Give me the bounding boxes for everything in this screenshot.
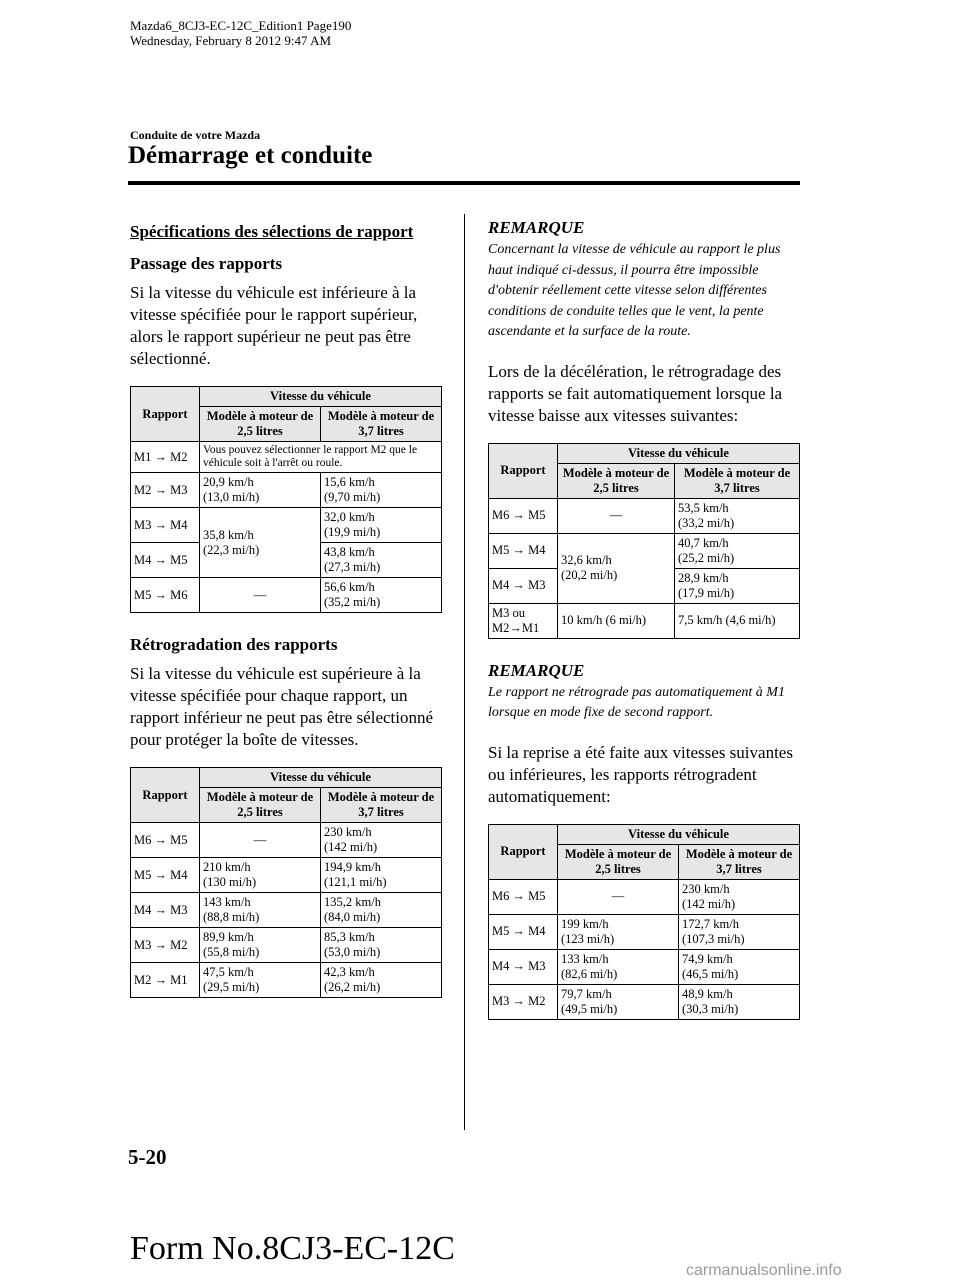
table-row xyxy=(131,858,442,893)
value-cell: 89,9 km/h (55,8 mi/h) xyxy=(200,928,321,963)
value-cell: 20,9 km/h (13,0 mi/h) xyxy=(200,473,321,508)
col-vitesse: Vitesse du véhicule xyxy=(558,443,800,463)
value-cell: 35,8 km/h (22,3 mi/h) xyxy=(200,508,321,578)
watermark: carmanualsonline.info xyxy=(686,1262,842,1279)
value-cell: 32,0 km/h (19,9 mi/h) xyxy=(321,508,442,543)
rapport-cell: M4 → M3 xyxy=(489,568,558,603)
right-column xyxy=(488,218,800,1042)
rapport-cell: M1 → M2 xyxy=(131,442,200,473)
upshift-heading: Passage des rapports xyxy=(130,254,283,273)
value-cell: 56,6 km/h (35,2 mi/h) xyxy=(321,578,442,613)
table-row xyxy=(489,533,800,568)
downshift-heading: Rétrogradation des rapports xyxy=(130,635,338,654)
col-rapport: Rapport xyxy=(131,768,200,823)
print-metadata-file: Mazda6_8CJ3-EC-12C_Edition1 Page190 xyxy=(130,18,352,33)
value-cell: 79,7 km/h (49,5 mi/h) xyxy=(558,984,679,1019)
table-row xyxy=(131,893,442,928)
form-number: Form No.8CJ3-EC-12C xyxy=(130,1230,455,1267)
col-rapport: Rapport xyxy=(131,387,200,442)
col-2-5: Modèle à moteur de 2,5 litres xyxy=(558,844,679,879)
col-3-7: Modèle à moteur de 3,7 litres xyxy=(321,788,442,823)
value-cell: 40,7 km/h (25,2 mi/h) xyxy=(674,533,799,568)
rapport-cell: M3 → M2 xyxy=(131,928,200,963)
value-cell: 230 km/h (142 mi/h) xyxy=(679,879,800,914)
rapport-cell: M6 → M5 xyxy=(131,823,200,858)
remarque-text: Le rapport ne rétrograde pas automatiquement à M1 lorsque en mode fixe de second rapport. xyxy=(488,684,785,720)
table-row xyxy=(489,914,800,949)
section-label: Conduite de votre Mazda xyxy=(130,128,261,142)
rapport-cell: M5 → M4 xyxy=(489,533,558,568)
deceleration-table xyxy=(488,443,800,639)
col-2-5: Modèle à moteur de 2,5 litres xyxy=(200,407,321,442)
rapport-cell: M5 → M4 xyxy=(131,858,200,893)
value-cell: 194,9 km/h (121,1 mi/h) xyxy=(321,858,442,893)
value-cell: 47,5 km/h (29,5 mi/h) xyxy=(200,963,321,998)
rapport-cell: M2 → M1 xyxy=(131,963,200,998)
value-cell: 143 km/h (88,8 mi/h) xyxy=(200,893,321,928)
table-row xyxy=(131,442,442,473)
table-row xyxy=(131,963,442,998)
table-row xyxy=(131,473,442,508)
value-cell: 133 km/h (82,6 mi/h) xyxy=(558,949,679,984)
value-cell: 53,5 km/h (33,2 mi/h) xyxy=(674,498,799,533)
reprise-text: Si la reprise a été faite aux vitesses suivantes ou inférieures, les rapports rétrogradent automatiquement: xyxy=(488,742,793,806)
table-row xyxy=(489,879,800,914)
rapport-cell: M3 → M4 xyxy=(131,508,200,543)
upshift-table xyxy=(130,386,442,613)
col-vitesse: Vitesse du véhicule xyxy=(558,824,800,844)
col-2-5: Modèle à moteur de 2,5 litres xyxy=(558,463,675,498)
reprise-table xyxy=(488,824,800,1020)
table-row xyxy=(131,578,442,613)
value-cell: 10 km/h (6 mi/h) xyxy=(558,603,675,638)
remarque-title: REMARQUE xyxy=(488,218,585,237)
downshift-text: Si la vitesse du véhicule est supérieure à la vitesse spécifiée pour chaque rapport, un rapport inférieur ne peut pas être sélectionné pour protéger la boîte de vitesses. xyxy=(130,664,434,749)
value-cell: 74,9 km/h (46,5 mi/h) xyxy=(679,949,800,984)
rapport-cell: M6 → M5 xyxy=(489,879,558,914)
value-cell: 85,3 km/h (53,0 mi/h) xyxy=(321,928,442,963)
value-cell: 210 km/h (130 mi/h) xyxy=(200,858,321,893)
value-cell: 230 km/h (142 mi/h) xyxy=(321,823,442,858)
page-number: 5-20 xyxy=(128,1145,167,1169)
col-3-7: Modèle à moteur de 3,7 litres xyxy=(679,844,800,879)
rapport-cell: M3 ou M2→M1 xyxy=(489,603,558,638)
table-row xyxy=(489,949,800,984)
print-metadata xyxy=(130,18,351,48)
rapport-cell: M3 → M2 xyxy=(489,984,558,1019)
table-row xyxy=(489,498,800,533)
value-cell: 32,6 km/h (20,2 mi/h) xyxy=(558,533,675,603)
title-rule xyxy=(128,181,800,185)
remarque-title: REMARQUE xyxy=(488,660,585,680)
rapport-cell: M4 → M3 xyxy=(131,893,200,928)
col-3-7: Modèle à moteur de 3,7 litres xyxy=(321,407,442,442)
dash-cell: — xyxy=(200,823,321,858)
value-cell: 7,5 km/h (4,6 mi/h) xyxy=(674,603,799,638)
value-cell: 135,2 km/h (84,0 mi/h) xyxy=(321,893,442,928)
value-cell: 42,3 km/h (26,2 mi/h) xyxy=(321,963,442,998)
value-cell: 172,7 km/h (107,3 mi/h) xyxy=(679,914,800,949)
specs-heading: Spécifications des sélections de rapport xyxy=(130,222,414,241)
rapport-cell: M4 → M5 xyxy=(131,543,200,578)
col-rapport: Rapport xyxy=(489,824,558,879)
downshift-table xyxy=(130,767,442,998)
value-cell: 48,9 km/h (30,3 mi/h) xyxy=(679,984,800,1019)
dash-cell: — xyxy=(558,498,675,533)
rapport-cell: M4 → M3 xyxy=(489,949,558,984)
value-cell: 199 km/h (123 mi/h) xyxy=(558,914,679,949)
table-row xyxy=(131,823,442,858)
col-2-5: Modèle à moteur de 2,5 litres xyxy=(200,788,321,823)
upshift-text: Si la vitesse du véhicule est inférieure à la vitesse spécifiée pour le rapport supérieur, alors le rapport supérieur ne peut pas être sélectionné. xyxy=(130,283,418,368)
left-column xyxy=(130,218,442,1020)
dash-cell: — xyxy=(200,578,321,613)
value-cell: 28,9 km/h (17,9 mi/h) xyxy=(674,568,799,603)
table-row xyxy=(131,928,442,963)
column-divider xyxy=(464,214,465,1130)
page-title: Démarrage et conduite xyxy=(128,142,373,169)
col-vitesse: Vitesse du véhicule xyxy=(200,387,442,407)
value-cell: 43,8 km/h (27,3 mi/h) xyxy=(321,543,442,578)
remarque-text: Concernant la vitesse de véhicule au rapport le plus haut indiqué ci-dessus, il pourra être impossible d'obtenir réellement cette vitesse selon différentes conditions de conduite telles que le vent, la pente ascendante et la surface de la route. xyxy=(488,242,781,339)
rapport-cell: M6 → M5 xyxy=(489,498,558,533)
rapport-cell: M2 → M3 xyxy=(131,473,200,508)
col-vitesse: Vitesse du véhicule xyxy=(200,768,442,788)
col-rapport: Rapport xyxy=(489,443,558,498)
note-cell: Vous pouvez sélectionner le rapport M2 que le véhicule soit à l'arrêt ou roule. xyxy=(200,442,442,473)
col-3-7: Modèle à moteur de 3,7 litres xyxy=(674,463,799,498)
value-cell: 15,6 km/h (9,70 mi/h) xyxy=(321,473,442,508)
table-row xyxy=(489,984,800,1019)
table-row xyxy=(131,508,442,543)
deceleration-text: Lors de la décélération, le rétrogradage des rapports se fait automatiquement lorsque la vitesse baisse aux vitesses suivantes: xyxy=(488,361,783,425)
rapport-cell: M5 → M6 xyxy=(131,578,200,613)
table-row xyxy=(489,603,800,638)
print-metadata-date: Wednesday, February 8 2012 9:47 AM xyxy=(130,33,332,48)
rapport-cell: M5 → M4 xyxy=(489,914,558,949)
dash-cell: — xyxy=(558,879,679,914)
